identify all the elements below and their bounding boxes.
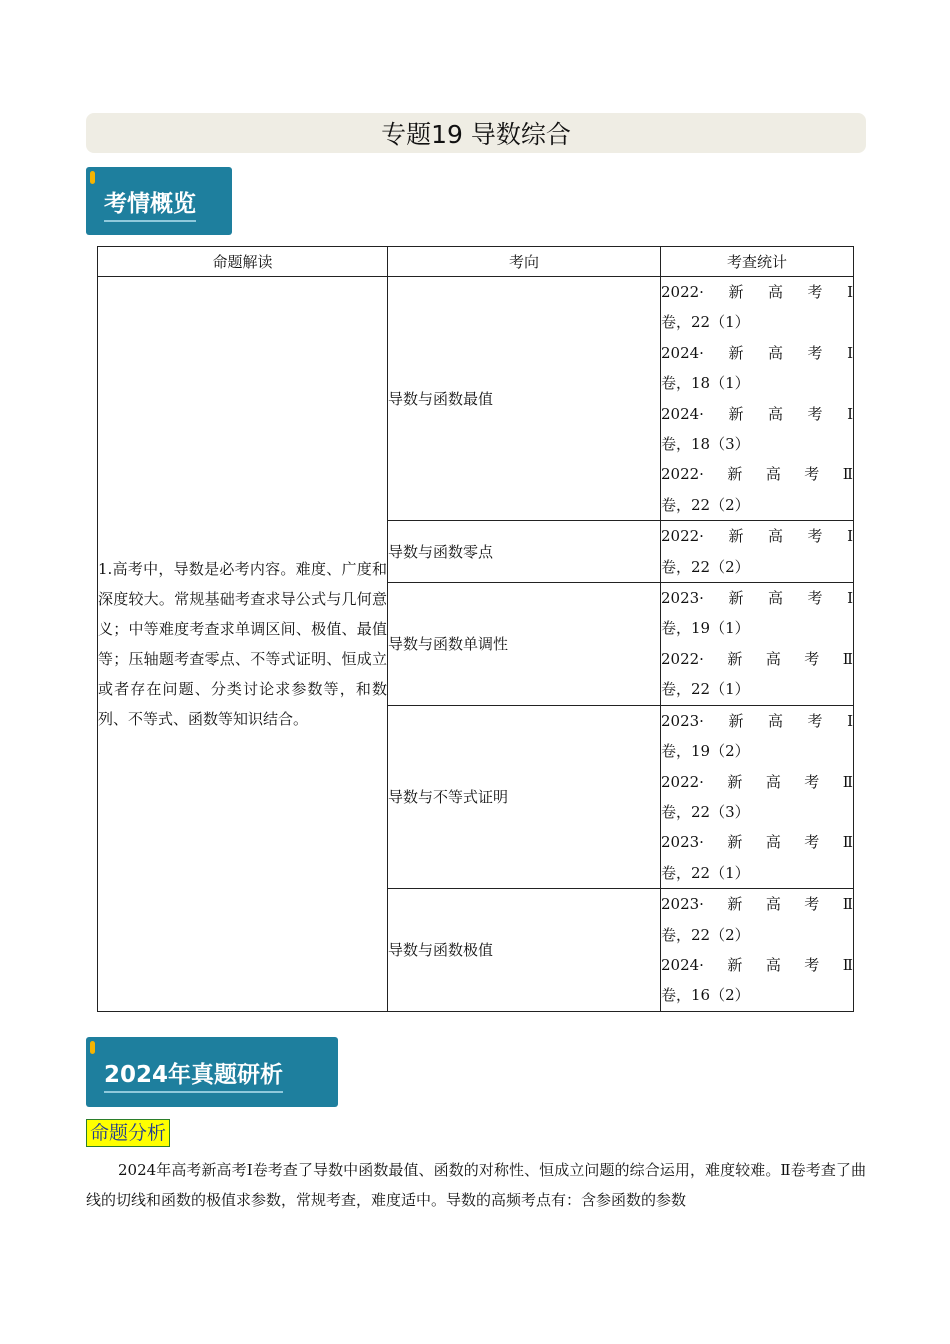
stat-part-b: 高 (765, 465, 781, 484)
stat-entry (661, 338, 853, 399)
badge-accent-mark (90, 1041, 95, 1054)
statistics-cell (661, 521, 854, 583)
stat-part-c: 考 (804, 649, 820, 668)
stat-entry (661, 521, 853, 582)
stat-entry (661, 767, 853, 828)
stat-volume-question: 卷，22（1） (661, 863, 750, 882)
stat-part-year: 2022· (661, 283, 704, 301)
stat-part-c: 考 (804, 465, 820, 484)
stat-part-c: 考 (804, 833, 820, 852)
stat-volume-question: 卷，22（1） (661, 680, 750, 699)
stat-entry (661, 644, 853, 705)
stat-part-c: 考 (807, 343, 823, 362)
stat-volume-question: 卷，19（1） (661, 619, 750, 638)
badge-label: 2024年真题研析 (104, 1056, 283, 1089)
stat-entry (661, 706, 853, 767)
direction-cell: 导数与函数零点 (388, 521, 661, 583)
exam-overview-table (97, 246, 854, 1012)
statistics-cell (661, 277, 854, 521)
stat-part-a: 新 (727, 955, 743, 974)
stat-part-year: 2022· (661, 465, 704, 484)
stat-volume-question: 卷，22（1） (661, 313, 750, 332)
stat-part-vol: Ⅱ (842, 465, 853, 484)
stat-part-b: 高 (768, 589, 784, 608)
direction-cell: 导数与函数单调性 (388, 583, 661, 706)
header-direction: 考向 (388, 247, 661, 277)
stat-entry (661, 399, 853, 460)
stat-part-c: 考 (807, 589, 823, 608)
statistics-cell (661, 705, 854, 888)
stat-volume-question: 卷，22（2） (661, 557, 750, 576)
stat-part-c: 考 (804, 955, 820, 974)
section-label-analysis: 命题分析 (86, 1119, 170, 1147)
header-interpretation: 命题解读 (98, 247, 388, 277)
stat-part-a: 新 (727, 772, 743, 791)
direction-cell: 导数与函数极值 (388, 889, 661, 1012)
stat-part-vol: Ⅱ (842, 955, 853, 974)
stat-entry (661, 459, 853, 520)
stat-part-a: 新 (727, 833, 743, 852)
stat-part-year: 2024· (661, 955, 704, 974)
section-badge-2024 (86, 1037, 338, 1107)
stat-part-year: 2023· (661, 589, 704, 608)
stat-part-vol: Ⅱ (842, 649, 853, 668)
stat-part-b: 高 (768, 404, 784, 423)
stat-part-year: 2023· (661, 711, 704, 730)
stat-volume-question: 卷，22（3） (661, 802, 750, 821)
stat-volume-question: 卷，18（3） (661, 435, 750, 454)
stat-entry (661, 277, 853, 338)
stat-volume-question: 卷，18（1） (661, 374, 750, 393)
stat-part-b: 高 (765, 833, 781, 852)
stat-part-b: 高 (765, 772, 781, 791)
stat-part-a: 新 (728, 527, 744, 546)
stat-part-a: 新 (727, 895, 743, 914)
stat-part-b: 高 (765, 955, 781, 974)
stat-entry (661, 889, 853, 950)
stat-part-a: 新 (728, 711, 744, 730)
stat-volume-question: 卷，19（2） (661, 742, 750, 761)
stat-entry (661, 950, 853, 1011)
statistics-cell (661, 583, 854, 706)
badge-accent-mark (90, 171, 95, 184)
stat-entry (661, 583, 853, 644)
stat-volume-question: 卷，22（2） (661, 495, 750, 514)
stat-part-a: 新 (728, 404, 744, 423)
section-badge-overview (86, 167, 232, 235)
stat-part-c: 考 (807, 711, 823, 730)
stat-part-b: 高 (768, 711, 784, 730)
stat-part-year: 2023· (661, 895, 704, 914)
stat-part-vol: Ⅰ (847, 589, 853, 608)
analysis-paragraph: 2024年高考新高考Ⅰ卷考查了导数中函数最值、函数的对称性、恒成立问题的综合运用，难度较难。Ⅱ卷考查了曲线的切线和函数的极值求参数，常规考查，难度适中。导数的高频考点有：含参函数的参数 (86, 1161, 866, 1209)
header-statistics: 考查统计 (661, 247, 854, 277)
stat-part-vol: Ⅱ (842, 833, 853, 852)
stat-part-a: 新 (727, 465, 743, 484)
stat-part-a: 新 (727, 649, 743, 668)
badge-label: 考情概览 (104, 185, 196, 218)
stat-part-c: 考 (804, 772, 820, 791)
stat-part-vol: Ⅱ (842, 772, 853, 791)
stat-part-b: 高 (765, 649, 781, 668)
stat-part-vol: Ⅰ (847, 527, 853, 546)
stat-part-year: 2022· (661, 649, 704, 668)
stat-part-vol: Ⅰ (847, 404, 853, 423)
stat-part-a: 新 (728, 343, 744, 362)
stat-part-b: 高 (765, 895, 781, 914)
stat-part-vol: Ⅱ (842, 895, 853, 914)
stat-part-b: 高 (768, 343, 784, 362)
stat-part-vol: Ⅰ (847, 283, 853, 301)
direction-cell: 导数与不等式证明 (388, 705, 661, 888)
stat-part-year: 2024· (661, 343, 704, 362)
stat-part-a: 新 (728, 589, 744, 608)
statistics-cell (661, 889, 854, 1012)
stat-part-c: 考 (807, 283, 823, 301)
direction-cell: 导数与函数最值 (388, 277, 661, 521)
stat-part-vol: Ⅰ (847, 343, 853, 362)
stat-volume-question: 卷，16（2） (661, 986, 750, 1005)
stat-part-c: 考 (807, 404, 823, 423)
stat-volume-question: 卷，22（2） (661, 925, 750, 944)
interpretation-cell: 1.高考中，导数是必考内容。难度、广度和深度较大。常规基础考查求导公式与几何意义；中等难度考查求单调区间、极值、最值等；压轴题考查零点、不等式证明、恒成立或者存在问题、分类讨论求参数等，和数列、不等式、函数等知识结合。 (98, 277, 388, 1012)
stat-part-b: 高 (768, 283, 784, 301)
stat-part-b: 高 (768, 527, 784, 546)
stat-part-year: 2022· (661, 772, 704, 791)
stat-part-vol: Ⅰ (847, 711, 853, 730)
table-row (98, 277, 854, 521)
stat-part-c: 考 (807, 527, 823, 546)
stat-part-year: 2022· (661, 527, 704, 546)
stat-part-year: 2023· (661, 833, 704, 852)
stat-part-year: 2024· (661, 404, 704, 423)
stat-part-a: 新 (728, 283, 744, 301)
stat-part-c: 考 (804, 895, 820, 914)
stat-entry (661, 827, 853, 888)
page-title: 专题19 导数综合 (86, 113, 866, 153)
